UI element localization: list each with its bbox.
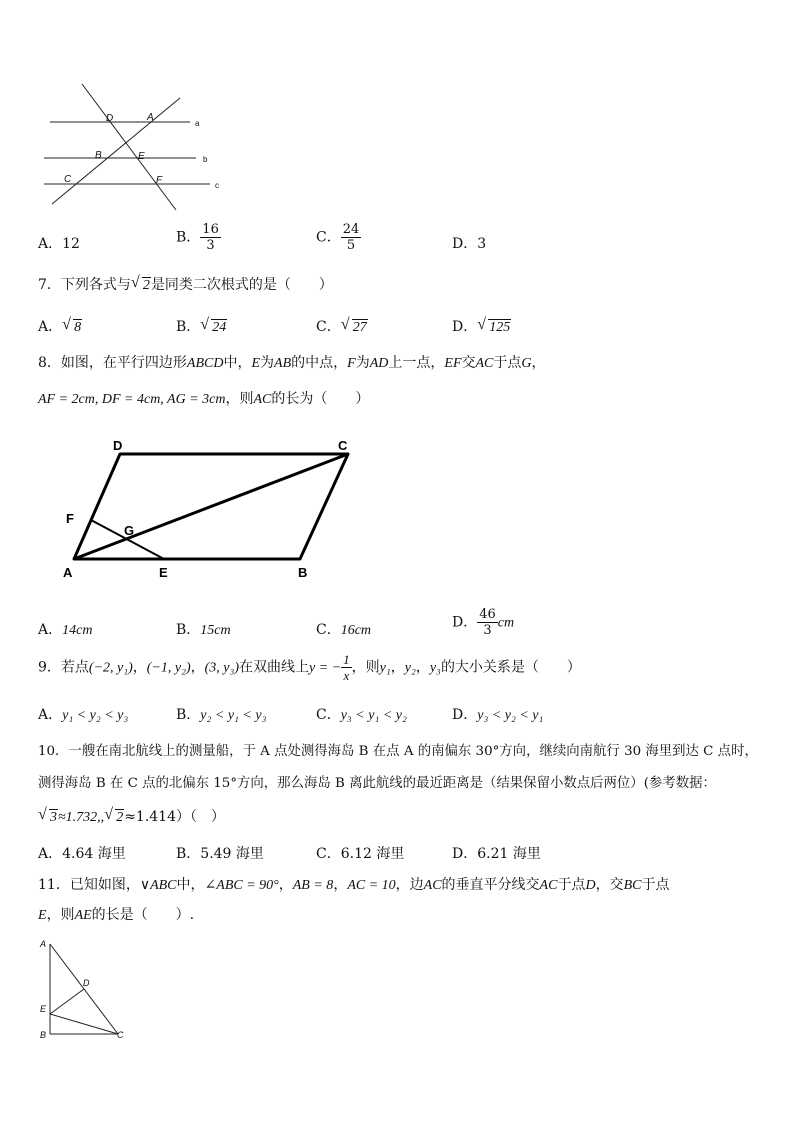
fig6-label-C: C xyxy=(64,174,72,185)
q7-option-b[interactable]: B．√ 24 xyxy=(176,316,227,336)
q10-option-d[interactable]: D．6.21 海里 xyxy=(452,846,541,862)
q7-option-d[interactable]: D．√ 125 xyxy=(452,316,511,336)
fig11-label-B: B xyxy=(40,1030,47,1040)
q6-option-a[interactable]: A．12 xyxy=(38,236,80,252)
q11-stem-line2: E，则AE的长是（ ）. xyxy=(38,907,195,923)
fig6-label-A: A xyxy=(147,112,154,123)
q10-stem-line1: 10．一艘在南北航线上的测量船，于 A 点处测得海岛 B 在点 A 的南偏东 30°方向，继续向南航行 30 海里到达 C 点时， xyxy=(38,744,758,759)
fig6-label-c: c xyxy=(215,181,219,190)
fig8-label-C: C xyxy=(338,438,348,453)
q6-b-prefix: B． xyxy=(176,229,201,246)
q11-stem-line1: 11．已知如图，∨ABC中，∠ABC = 90°，AB = 8，AC = 10，边AC的垂直平分线交AC于点D，交BC于点 xyxy=(38,877,670,893)
triangle-figure xyxy=(36,936,132,1044)
fig6-label-B: B xyxy=(95,150,102,161)
q8-option-d[interactable]: D． $\frac{46}{3}$ cm xyxy=(452,607,515,638)
q8-stem-line2: AF = 2cm, DF = 4cm, AG = 3cm，则AC的长为（ ） xyxy=(38,391,370,407)
q6-b-fraction: $\frac{16}{3}$ xyxy=(202,222,219,253)
q10-stem-line2: 测得海岛 B 在 C 点的北偏东 15°方向，那么海岛 B 离此航线的最近距离是（结果保留小数点后两位）(参考数据： xyxy=(38,776,716,791)
fig8-label-G: G xyxy=(124,523,135,538)
q10-option-c[interactable]: C．6.12 海里 xyxy=(316,846,405,862)
parallelogram-figure xyxy=(58,436,368,584)
fig11-label-A: A xyxy=(40,939,47,949)
fig6-label-b: b xyxy=(203,155,208,164)
q9-option-a[interactable]: A．y₁ < y₂ < y₃ xyxy=(38,707,129,723)
q7-radical: √ 2 xyxy=(142,277,151,293)
q9-option-b[interactable]: B．y₂ < y₁ < y₃ xyxy=(176,707,267,723)
q6-option-c[interactable] xyxy=(316,222,361,253)
fig6-label-D: D xyxy=(106,113,114,124)
q10-option-a[interactable]: A．4.64 海里 xyxy=(38,846,126,862)
q10-option-b[interactable]: B．5.49 海里 xyxy=(176,846,264,862)
q8-option-b[interactable]: B．15cm xyxy=(176,622,231,638)
q6-c-prefix: C． xyxy=(316,229,341,246)
q8-stem-line1: 8．如图，在平行四边形ABCD中，E为AB的中点，F为AD上一点，EF交AC于点G， xyxy=(38,355,546,371)
fig11-label-E: E xyxy=(40,1004,47,1014)
q6-c-fraction: $\frac{24}{5}$ xyxy=(342,222,360,253)
fig8-label-A: A xyxy=(63,565,73,580)
fig11-label-D: D xyxy=(83,978,90,988)
fig8-label-B: B xyxy=(298,565,308,580)
q9-option-c[interactable]: C．y₃ < y₁ < y₂ xyxy=(316,707,407,723)
fig8-label-E: E xyxy=(159,565,168,580)
q9-option-d[interactable]: D．y₃ < y₂ < y₁ xyxy=(452,707,544,723)
q6-option-b[interactable] xyxy=(176,222,221,253)
fig8-label-F: F xyxy=(66,511,74,526)
fig11-label-C: C xyxy=(117,1030,124,1040)
fig6-label-E: E xyxy=(138,151,145,162)
q7-option-a[interactable]: A．√ 8 xyxy=(38,316,82,336)
q9-stem: 9．若点(−2, y₁)，(−1, y₂)，(3, y₃)在双曲线上y = − $\frac{1}{x}$ ，则y₁，y₂，y₃的大小关系是（ ） xyxy=(38,652,581,683)
fig6-label-F: F xyxy=(156,175,163,186)
parallel-lines-figure xyxy=(40,82,230,214)
q7-option-c[interactable]: C．√ 27 xyxy=(316,316,368,336)
q8-option-c[interactable]: C．16cm xyxy=(316,622,372,638)
q6-option-d[interactable]: D．3 xyxy=(452,236,487,252)
q10-stem-line3: √ 3≈1.732,,√ 2≈1.414）（ ） xyxy=(38,806,225,826)
q8-option-a[interactable]: A．14cm xyxy=(38,622,93,638)
fig6-label-a: a xyxy=(195,119,200,128)
fig8-label-D: D xyxy=(113,438,123,453)
q7-stem: 7．下列各式与√ 2是同类二次根式的是（ ） xyxy=(38,274,333,294)
